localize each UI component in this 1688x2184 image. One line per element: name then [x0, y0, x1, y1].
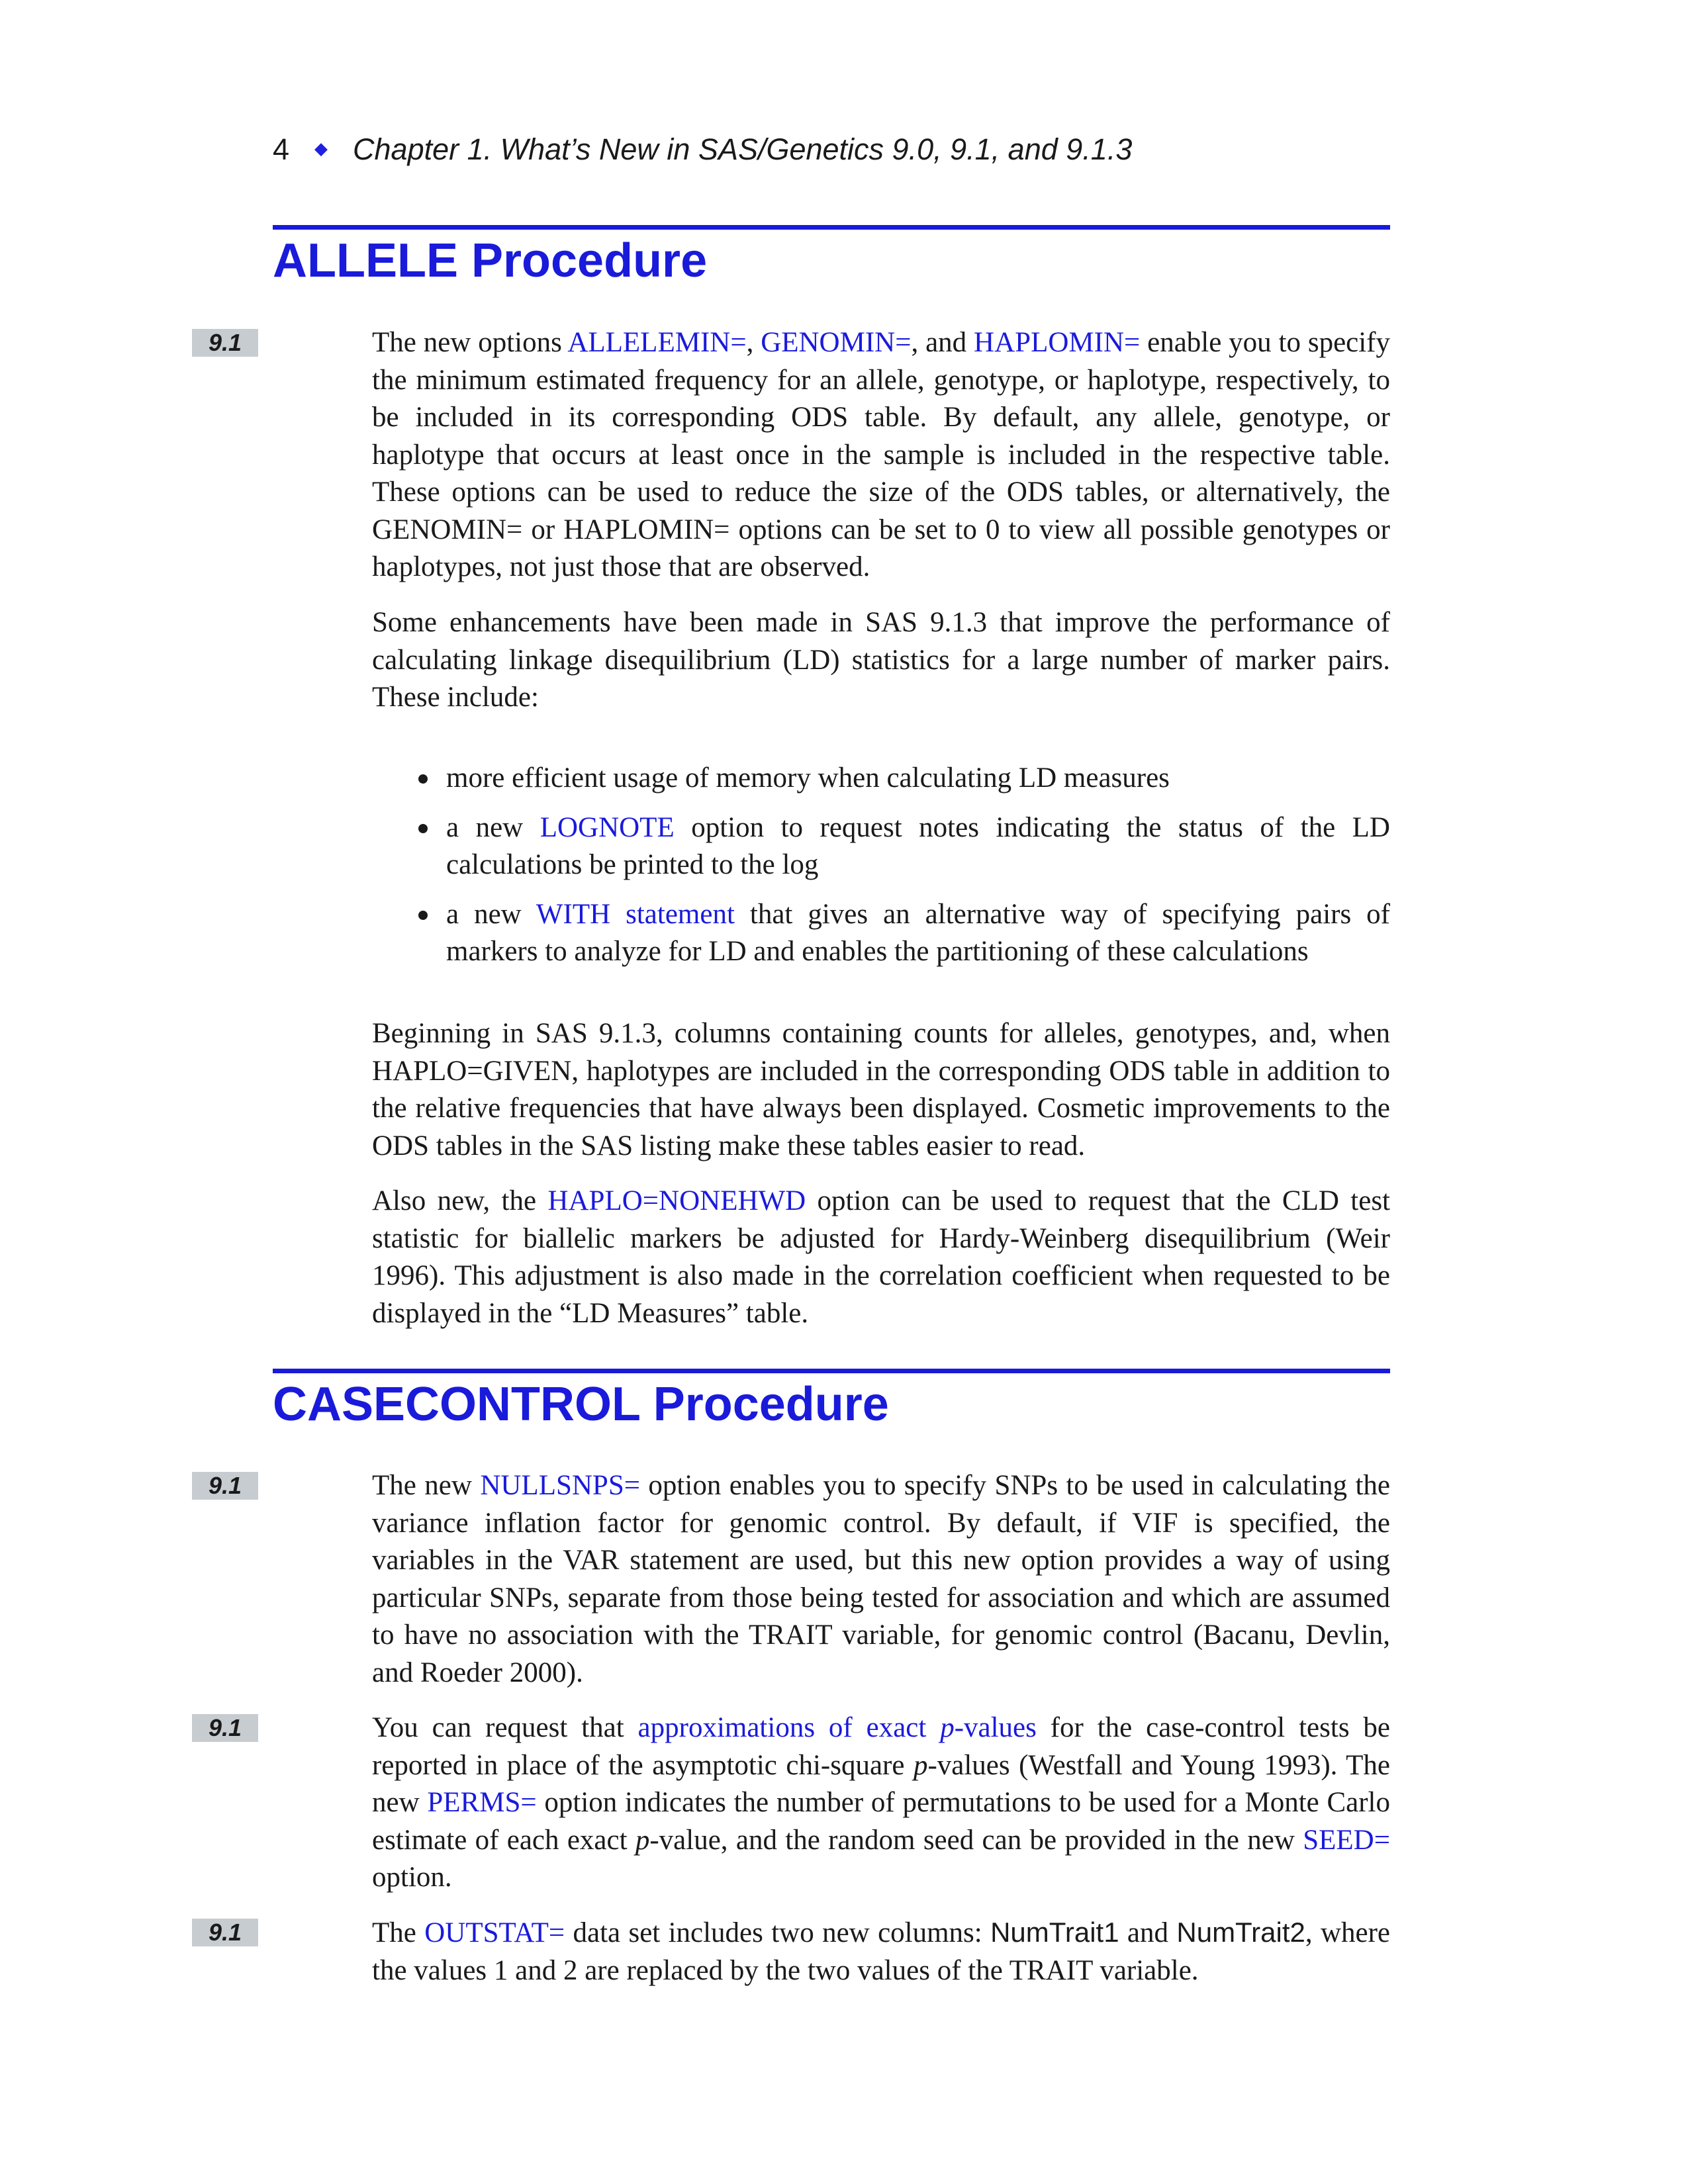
list-item: more efficient usage of memory when calculating LD measures: [372, 760, 1390, 797]
perms-link[interactable]: PERMS=: [427, 1787, 537, 1818]
column-name: NumTrait1: [990, 1917, 1119, 1948]
allele-paragraph-3: Beginning in SAS 9.1.3, columns containing counts for alleles, genotypes, and, when HAPLO=GIVEN, haplotypes are included in the corresponding ODS table in addition to the relative frequencies that have always been displayed. Cosmetic improvements to the ODS tables in the SAS listing make these tables easier to read.: [372, 1018, 1390, 1161]
nullsnps-link[interactable]: NULLSNPS=: [480, 1470, 641, 1501]
section-title-allele: ALLELE Procedure: [273, 234, 708, 287]
haplomin-link[interactable]: HAPLOMIN=: [974, 327, 1141, 358]
allele-paragraph-1: The new options ALLELEMIN=, GENOMIN=, and HAPLOMIN= enable you to specify the minimum estimated frequency for an allele, genotype, or haplotype, respectively, to be included in its corresponding ODS table. By default, any allele, genotype, or haplotype that occurs at least once in the sample is included in the respective table. These options can be used to reduce the size of the ODS tables, or alternatively, the GENOMIN= or HAPLOMIN= options can be set to 0 to view all possible genotypes or haplotypes, not just those that are observed.: [372, 327, 1391, 582]
casecontrol-paragraph-3: The OUTSTAT= data set includes two new columns: NumTrait1 and NumTrait2, where the values 1 and 2 are replaced by the two values of the TRAIT variable.: [372, 1917, 1391, 1986]
allelemin-link[interactable]: ALLELEMIN=: [567, 327, 747, 358]
allele-paragraph-4: Also new, the HAPLO=NONEHWD option can be used to request that the CLD test statistic for biallelic markers be adjusted for Hardy-Weinberg disequilibrium (Weir 1996). This adjustment is also made in the correlation coefficient when requested to be displayed in the “LD Measures” table.: [372, 1185, 1391, 1329]
bullet-icon: [418, 824, 428, 833]
casecontrol-paragraph-1: The new NULLSNPS= option enables you to specify SNPs to be used in calculating the variance inflation factor for genomic control. By default, if VIF is specified, the variables in the VAR statement are used, but this new option provides a way of using particular SNPs, separate from those being tested for association and which are assumed to have no association with the TRAIT variable, for genomic control (Bacanu, Devlin, and Roeder 2000).: [372, 1470, 1390, 1688]
exact-pvalues-link[interactable]: approximations of exact p-values: [637, 1712, 1037, 1743]
list-item: a new LOGNOTE option to request notes indicating the status of the LD calculations be printed to the log: [372, 809, 1390, 884]
version-badge: 9.1: [192, 1472, 258, 1500]
with-statement-link[interactable]: WITH statement: [536, 898, 735, 930]
section-title-casecontrol: CASECONTROL Procedure: [273, 1378, 889, 1431]
version-badge: 9.1: [192, 329, 258, 357]
lognote-link[interactable]: LOGNOTE: [539, 811, 675, 843]
bullet-icon: [418, 774, 428, 784]
version-badge: 9.1: [192, 1714, 258, 1742]
allele-paragraph-2: Some enhancements have been made in SAS 9.1.3 that improve the performance of calculating linkage disequilibrium (LD) statistics for a large number of marker pairs. These include:: [372, 607, 1390, 713]
list-item: a new WITH statement that gives an alternative way of specifying pairs of markers to analyze for LD and enables the partitioning of these calculations: [372, 896, 1390, 971]
ld-enhancements-list: [372, 760, 1390, 983]
casecontrol-paragraph-2: You can request that approximations of exact p-values for the case-control tests be reported in place of the asymptotic chi-square p-values (Westfall and Young 1993). The new PERMS= option indicates the number of permutations to be used for a Monte Carlo estimate of each exact p-value, and the random seed can be provided in the new SEED= option.: [372, 1712, 1390, 1893]
page-number: 4: [273, 132, 290, 166]
running-header: [273, 132, 1132, 167]
version-badge: 9.1: [192, 1919, 258, 1946]
section-rule-casecontrol: [273, 1369, 1390, 1373]
seed-link[interactable]: SEED=: [1303, 1824, 1390, 1856]
chapter-title: Chapter 1. What’s New in SAS/Genetics 9.0, 9.1, and 9.1.3: [353, 132, 1133, 166]
bullet-icon: [418, 911, 428, 920]
haplo-nonehwd-link[interactable]: HAPLO=NONEHWD: [547, 1185, 806, 1216]
column-name: NumTrait2: [1176, 1917, 1305, 1948]
diamond-icon: ◆: [314, 138, 328, 158]
genomin-link[interactable]: GENOMIN=: [761, 327, 912, 358]
outstat-link[interactable]: OUTSTAT=: [424, 1917, 565, 1948]
section-rule-allele: [273, 225, 1390, 230]
